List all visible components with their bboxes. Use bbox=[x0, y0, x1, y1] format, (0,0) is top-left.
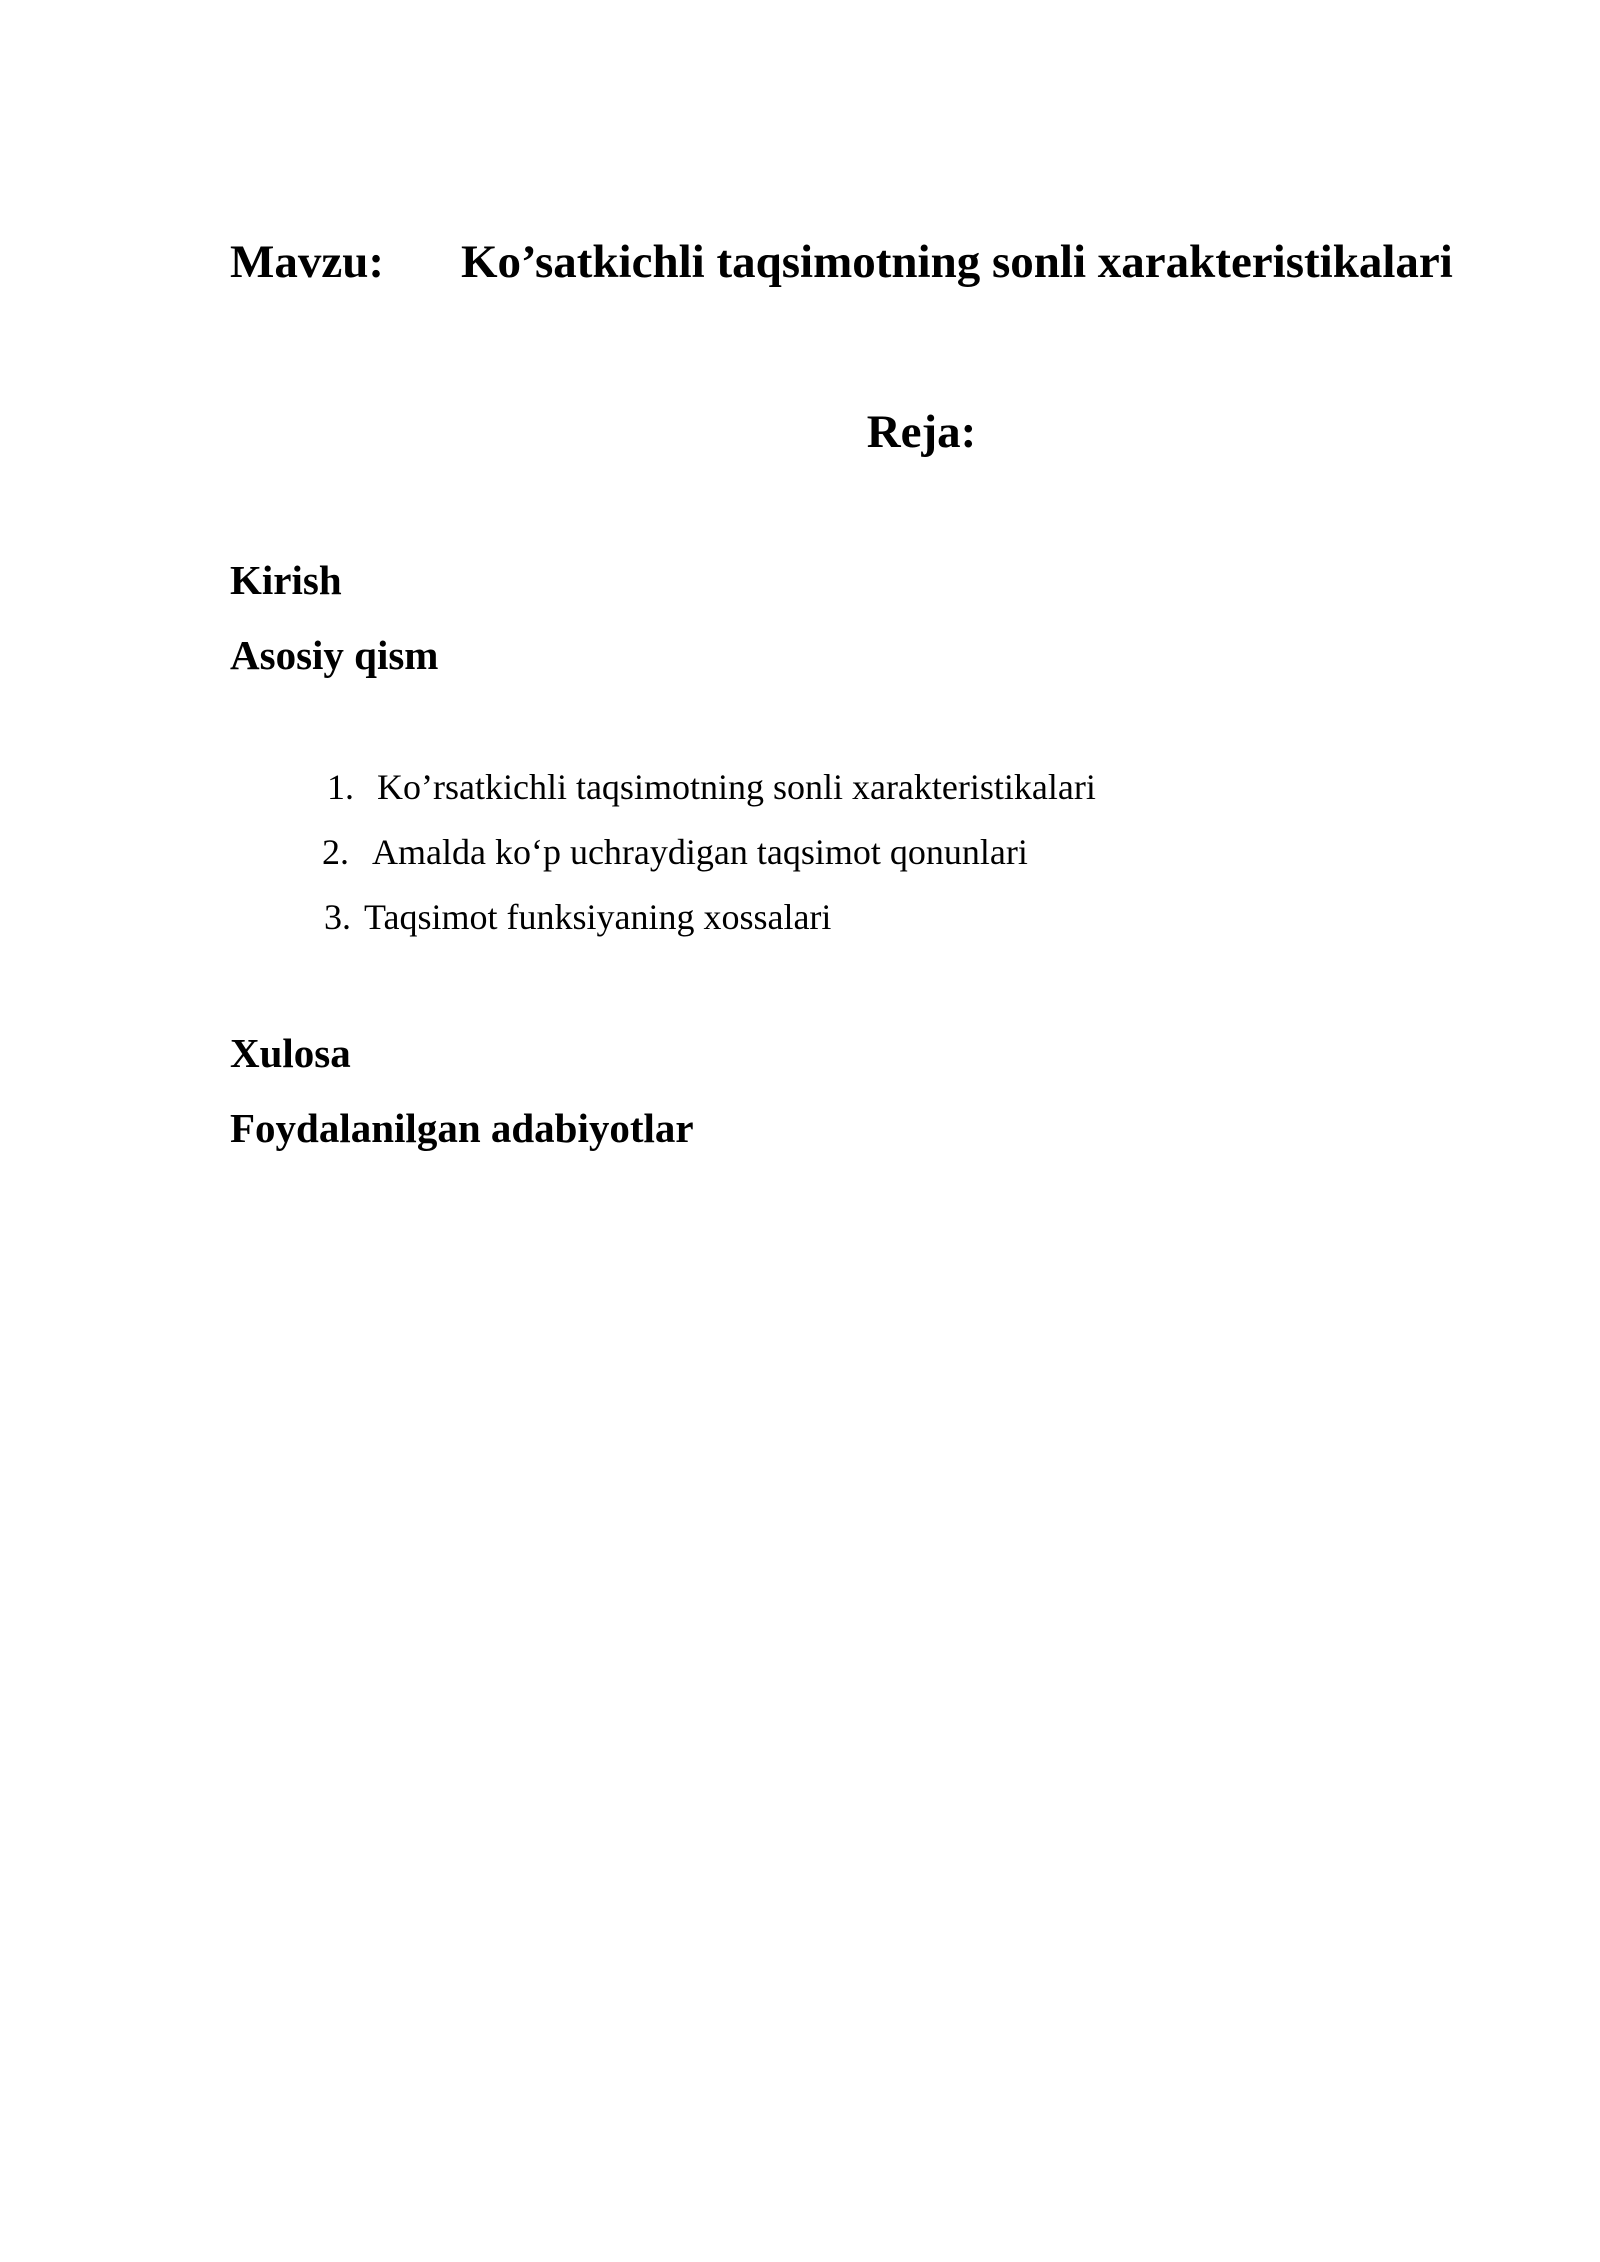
section-references: Foydalanilgan adabiyotlar bbox=[230, 1105, 694, 1151]
plan-heading: Reja: bbox=[866, 406, 977, 458]
list-item-number: 3. bbox=[324, 897, 351, 937]
list-item-number: 1. bbox=[327, 767, 354, 807]
main-items-list bbox=[322, 765, 1096, 960]
list-item-number: 2. bbox=[322, 832, 349, 872]
list-item-text: Amalda ko‘p uchraydigan taqsimot qonunlari bbox=[372, 832, 1028, 872]
title-label: Mavzu: bbox=[230, 236, 385, 288]
list-item-text: Ko’rsatkichli taqsimotning sonli xarakteristikalari bbox=[377, 767, 1096, 807]
document-title bbox=[230, 232, 1530, 292]
section-intro: Kirish bbox=[230, 557, 342, 603]
list-item bbox=[322, 765, 1096, 810]
title-text: Ko’satkichli taqsimotning sonli xarakteristikalari bbox=[461, 236, 1453, 288]
section-main: Asosiy qism bbox=[230, 632, 439, 678]
list-item-text: Taqsimot funksiyaning xossalari bbox=[364, 897, 832, 937]
list-item bbox=[322, 830, 1096, 875]
section-conclusion: Xulosa bbox=[230, 1030, 351, 1076]
list-item bbox=[322, 895, 1096, 940]
